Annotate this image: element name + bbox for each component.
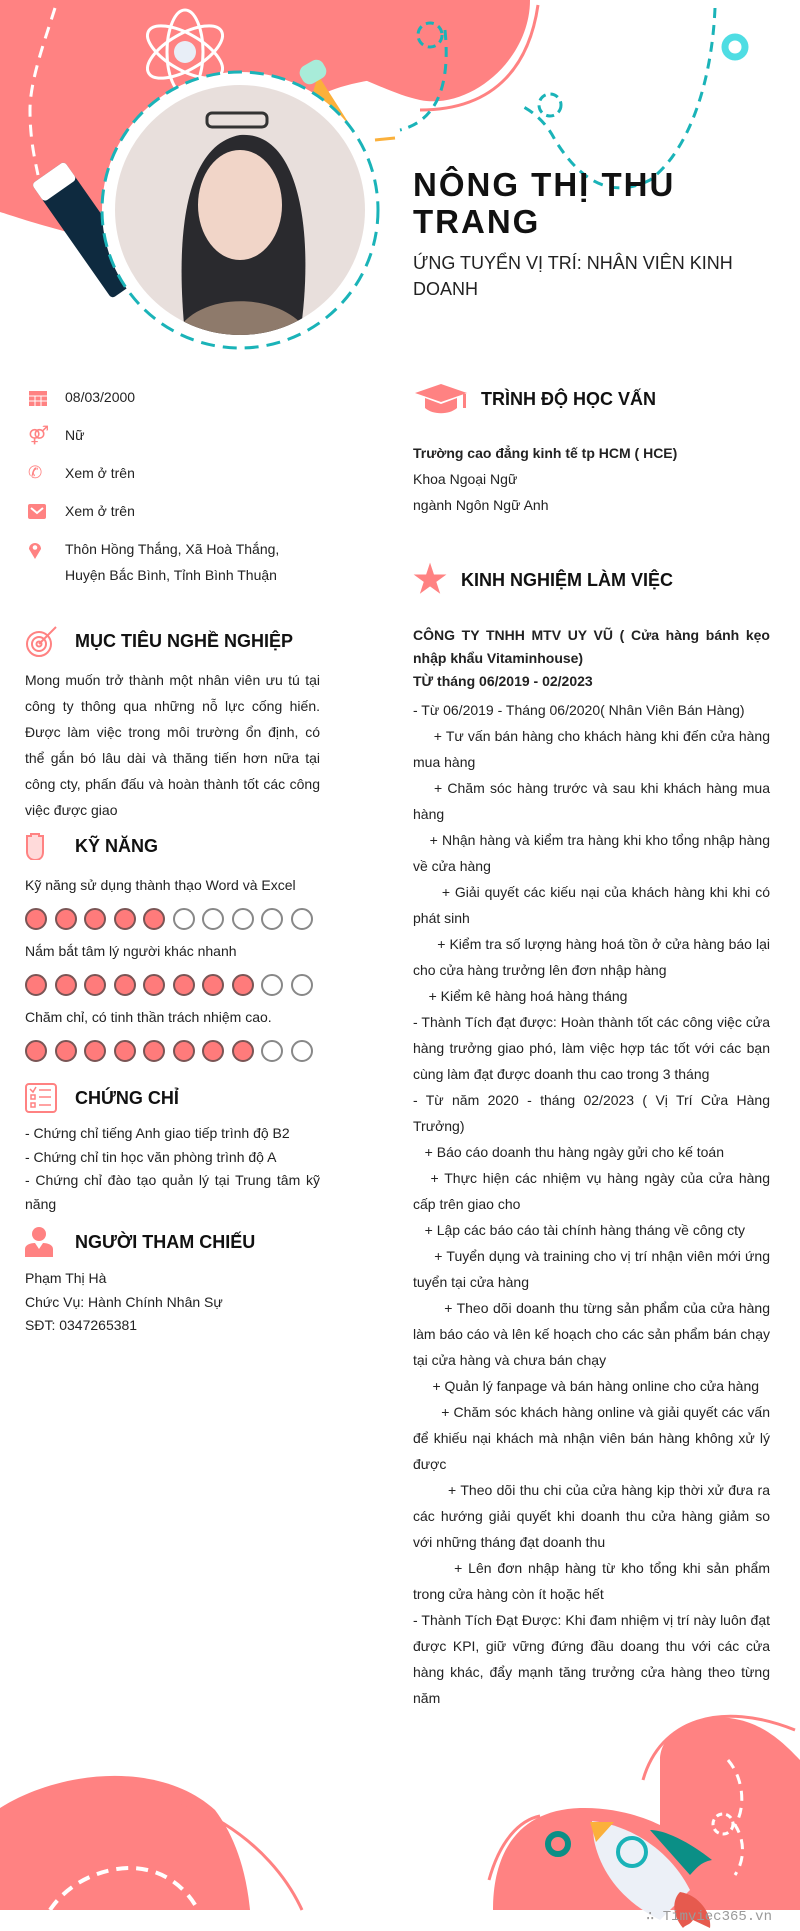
certificate-item: - Chứng chỉ tiếng Anh giao tiếp trình độ B2: [25, 1125, 290, 1141]
rating-dot-empty: [202, 908, 224, 930]
rating-dot-filled: [114, 1040, 136, 1062]
rating-dot-filled: [114, 974, 136, 996]
checklist-icon: [25, 1083, 75, 1113]
rating-dot-empty: [232, 908, 254, 930]
experience-line: + Tư vấn bán hàng cho khách hàng khi đến cửa hàng mua hàng: [413, 728, 774, 770]
rating-dot-filled: [25, 974, 47, 996]
contact-gender: ⚤ Nữ: [28, 422, 328, 448]
watermark: ∴ Timviec365.vn: [645, 1909, 772, 1925]
rating-dot-filled: [25, 908, 47, 930]
hand-icon: [25, 832, 75, 860]
rating-dot-empty: [261, 1040, 283, 1062]
rating-dot-filled: [143, 908, 165, 930]
rating-dot-filled: [173, 974, 195, 996]
target-icon: [25, 624, 75, 658]
location-icon: [28, 536, 65, 588]
rating-dot-empty: [291, 974, 313, 996]
school-name: Trường cao đẳng kinh tế tp HCM ( HCE): [413, 445, 678, 461]
rating-dot-filled: [55, 908, 77, 930]
calendar-icon: [28, 384, 65, 410]
experience-line: + Nhận hàng và kiểm tra hàng khi kho tổng nhập hàng về cửa hàng: [413, 832, 774, 874]
rating-dot-empty: [261, 974, 283, 996]
profile-photo: [115, 85, 365, 335]
references-heading: NGƯỜI THAM CHIẾU: [25, 1227, 255, 1257]
certificate-item: - Chứng chỉ đào tạo quản lý tại Trung tâm kỹ năng: [25, 1172, 320, 1212]
rating-dot-empty: [261, 908, 283, 930]
contact-birthday: 08/03/2000: [28, 384, 328, 410]
rating-dot-filled: [143, 974, 165, 996]
experience-line: + Theo dõi thu chi của cửa hàng kịp thời xử đưa ra các hướng giải quyết khi doanh thu cửa hàng giảm so với những tháng đạt doanh thu: [413, 1482, 774, 1550]
person-icon: [25, 1227, 75, 1257]
experience-line: - Từ năm 2020 - tháng 02/2023 ( Vị Trí Cửa Hàng Trưởng): [413, 1092, 774, 1134]
rating-dot-filled: [202, 974, 224, 996]
rating-dot-empty: [173, 908, 195, 930]
rating-dot-empty: [291, 1040, 313, 1062]
certificates-list: [25, 1122, 320, 1216]
skills-heading: KỸ NĂNG: [25, 832, 158, 860]
skill-label: Chăm chỉ, có tinh thần trách nhiệm cao.: [25, 1009, 272, 1025]
phone-icon: ✆: [28, 463, 43, 482]
skill-rating: [25, 908, 313, 930]
applied-position: ỨNG TUYỂN VỊ TRÍ: NHÂN VIÊN KINH DOANH: [413, 253, 733, 299]
contact-phone: ✆ Xem ở trên: [28, 460, 328, 486]
experience-line: + Lên đơn nhập hàng từ kho tổng khi sản phẩm trong cửa hàng còn ít hoặc hết: [413, 1560, 774, 1602]
experience-line: + Kiểm kê hàng hoá hàng tháng: [413, 988, 628, 1004]
experience-line: - Từ 06/2019 - Tháng 06/2020( Nhân Viên Bán Hàng): [413, 702, 745, 718]
rating-dot-filled: [84, 974, 106, 996]
rating-dot-filled: [173, 1040, 195, 1062]
certificate-item: - Chứng chỉ tin học văn phòng trình độ A: [25, 1148, 277, 1165]
experience-line: + Giải quyết các kiếu nại của khách hàng khi khi có phát sinh: [413, 884, 774, 926]
reference-name: Phạm Thị Hà: [25, 1270, 107, 1286]
mail-icon: [28, 498, 65, 524]
education-details: [413, 440, 770, 518]
avatar: [115, 85, 365, 335]
rating-dot-filled: [84, 908, 106, 930]
rating-dot-empty: [291, 908, 313, 930]
experience-line: + Thực hiện các nhiệm vụ hàng ngày của cửa hàng cấp trên giao cho: [413, 1170, 774, 1212]
contact-email: Xem ở trên: [28, 498, 328, 524]
skill-label: Kỹ năng sử dụng thành thạo Word và Excel: [25, 877, 296, 893]
skill-rating: [25, 974, 313, 996]
experience-line: + Quản lý fanpage và bán hàng online cho cửa hàng: [413, 1378, 760, 1394]
candidate-name: NÔNG THỊ THU TRANG: [413, 166, 676, 240]
rating-dot-filled: [84, 1040, 106, 1062]
work-period: TỪ tháng 06/2019 - 02/2023: [413, 673, 593, 689]
objective-text: Mong muốn trở thành một nhân viên ưu tú tại công ty thông qua những nỗ lực cống hiến. Được làm việc trong môi trường ổn định, có thể gắn bó lâu dài và thăng tiến hơn nữa tại công cty, phấn đấu và hoàn thành tốt các công việc được giao: [25, 672, 320, 818]
experience-heading: ★ KINH NGHIỆM LÀM VIỆC: [413, 559, 674, 601]
gender-icon: ⚤: [28, 425, 50, 445]
contact-address: Thôn Hồng Thắng, Xã Hoà Thắng, Huyện Bắc Bình, Tỉnh Bình Thuận: [28, 536, 328, 588]
experience-line: + Tuyển dụng và training cho vị trí nhận viên mới ứng tuyển tại cửa hàng: [413, 1248, 774, 1290]
footer-decoration: [0, 1700, 800, 1931]
experience-line: + Chăm sóc hàng trước và sau khi khách hàng mua hàng: [413, 780, 774, 822]
experience-company-block: [413, 624, 770, 693]
rating-dot-filled: [232, 1040, 254, 1062]
education-heading: TRÌNH ĐỘ HỌC VẤN: [413, 383, 656, 415]
faculty: Khoa Ngoại Ngữ: [413, 471, 518, 487]
references-list: [25, 1267, 320, 1338]
rating-dot-filled: [55, 974, 77, 996]
experience-line: + Lập các báo cáo tài chính hàng tháng về công cty: [413, 1222, 745, 1238]
graduation-cap-icon: [413, 383, 481, 415]
experience-line: + Theo dõi doanh thu từng sản phẩm của cửa hàng làm báo cáo và lên kế hoạch cho các sản phẩm bán chạy tại cửa hàng và chưa bán chạy: [413, 1300, 774, 1368]
reference-role: Chức Vụ: Hành Chính Nhân Sự: [25, 1293, 223, 1310]
experience-line: - Thành Tích Đạt Được: Khi đam nhiệm vị trí này luôn đạt được KPI, giữ vững đứng đầu doang thu với các cửa hàng khác, đẩy mạnh tăng trưởng cửa hàng theo từng năm: [413, 1612, 774, 1706]
experience-line: - Thành Tích đạt được: Hoàn thành tốt các công việc cửa hàng trưởng giao phó, làm việc hợp tác tốt với các bạn cùng làm đạt được doanh thu cao trong 3 tháng: [413, 1014, 774, 1082]
star-icon: ★: [413, 559, 448, 601]
experience-line: + Kiểm tra số lượng hàng hoá tồn ở cửa hàng báo lại cho cửa hàng trưởng lên đơn nhập hàng: [413, 936, 774, 978]
experience-line: + Báo cáo doanh thu hàng ngày gửi cho kế toán: [413, 1144, 724, 1160]
rating-dot-filled: [202, 1040, 224, 1062]
rating-dot-filled: [232, 974, 254, 996]
reference-phone: SĐT: 0347265381: [25, 1317, 138, 1333]
rating-dot-filled: [114, 908, 136, 930]
rating-dot-filled: [55, 1040, 77, 1062]
experience-line: + Chăm sóc khách hàng online và giải quyết các vấn để khiếu nại khách mà nhận viên bán hàng không xử lý được: [413, 1404, 774, 1472]
major: ngành Ngôn Ngữ Anh: [413, 497, 549, 513]
objective-heading: MỤC TIÊU NGHỀ NGHIỆP: [25, 624, 293, 658]
rating-dot-filled: [25, 1040, 47, 1062]
company-name: CÔNG TY TNHH MTV UY VŨ ( Cửa hàng bánh kẹo nhập khẩu Vitaminhouse): [413, 627, 770, 666]
skill-label: Nắm bắt tâm lý người khác nhanh: [25, 943, 237, 959]
certificates-heading: CHỨNG CHỈ: [25, 1083, 179, 1113]
experience-description: [413, 697, 774, 1711]
rating-dot-filled: [143, 1040, 165, 1062]
skill-rating: [25, 1040, 313, 1062]
